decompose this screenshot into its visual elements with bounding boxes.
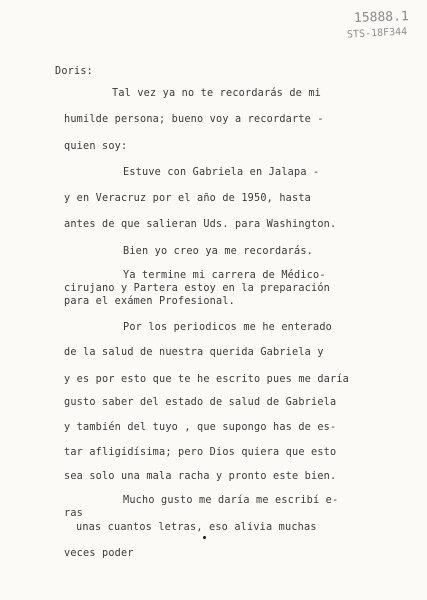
letter-line: unas cuantos letras, eso alivia muchas xyxy=(76,522,317,533)
archive-catalog-number: 15888.1 xyxy=(353,9,410,26)
letter-line: cirujano y Partera estoy en la preparación xyxy=(64,283,331,294)
letter-line: y también del tuyo , que supongo has de es- xyxy=(64,422,337,433)
letter-line: Por los periodicos me he enterado xyxy=(123,322,333,333)
letter-line: Mucho gusto me daría me escribí e- xyxy=(123,495,339,506)
letter-line: para el exámen Profesional. xyxy=(64,296,236,307)
archive-reference-code: STS-18F344 xyxy=(346,26,408,41)
letter-line: veces poder xyxy=(64,548,134,559)
letter-line: ras xyxy=(64,508,84,519)
letter-line: Tal vez ya no te recordarás de mi xyxy=(112,88,322,99)
letter-line: Bien yo creo ya me recordarás. xyxy=(123,246,314,257)
salutation: Doris: xyxy=(55,66,94,77)
letter-line: Estuve con Gabriela en Jalapa - xyxy=(123,167,320,178)
letter-line: y en Veracruz por el año de 1950, hasta xyxy=(64,193,312,204)
letter-line: antes de que salieran Uds. para Washington. xyxy=(64,219,337,230)
letter-line: y es por esto que te he escrito pues me daría xyxy=(64,374,350,385)
ink-dot xyxy=(203,536,206,539)
letter-line: quien soy: xyxy=(64,141,128,152)
letter-line: Ya termine mi carrera de Médico- xyxy=(123,270,326,281)
letter-line: de la salud de nuestra querida Gabriela y xyxy=(64,347,324,358)
letter-line: gusto saber del estado de salud de Gabriela xyxy=(64,397,337,408)
letter-line: sea solo una mala racha y pronto este bien. xyxy=(64,471,337,482)
letter-line: tar afligidísima; pero Dios quiera que esto xyxy=(64,447,337,458)
letter-line: humilde persona; bueno voy a recordarte - xyxy=(64,114,324,125)
